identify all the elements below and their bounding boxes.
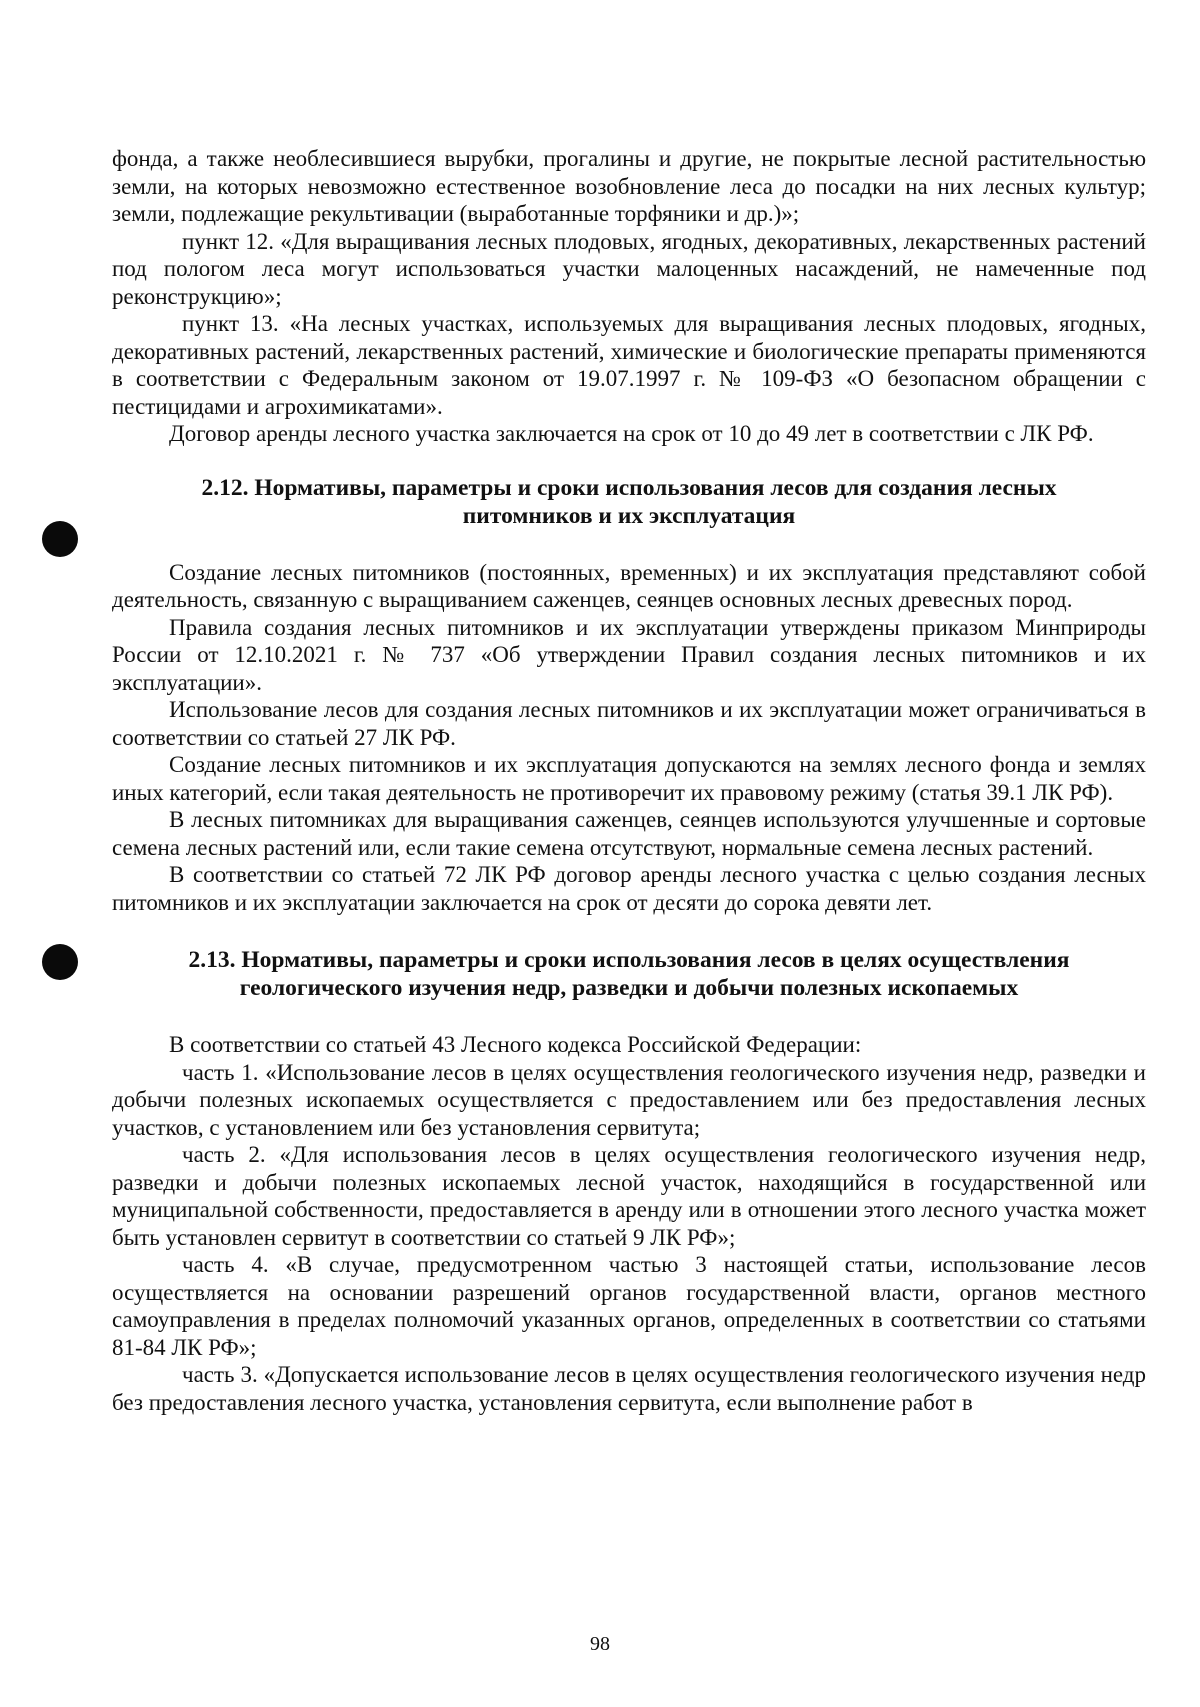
paragraph: часть 3. «Допускается использование лесов в целях осуществления геологического изучения недр без предоставления лесного участка, установления сервитута, если выполнение работ в [112,1362,1146,1415]
paragraph: часть 1. «Использование лесов в целях осуществления геологического изучения недр, разведки и добычи полезных ископаемых осуществляется с предоставлением или без предоставления лесных участков, с установлением или без установления сервитута; [112,1059,1146,1140]
paragraph: часть 2. «Для использования лесов в целях осуществления геологического изучения недр, разведки и добычи полезных ископаемых лесной участок, находящийся в государственной или муниципальной собственности, предоставляется в аренду или в отношении этого лесного участка может быть установлен сервитут в соответствии со статьей 9 ЛК РФ»; [112,1142,1146,1250]
paragraph: Правила создания лесных питомников и их эксплуатации утверждены приказом Минприроды России от 12.10.2021 г. № 737 «Об утверждении Правил создания лесных питомников и их эксплуатации». [112,614,1146,695]
paragraph: В лесных питомниках для выращивания саженцев, сеянцев используются улучшенные и сортовые семена лесных растений или, если такие семена отсутствуют, нормальные семена лесных растений. [112,807,1146,860]
paragraph: пункт 12. «Для выращивания лесных плодовых, ягодных, декоративных, лекарственных растений под пологом леса могут использоваться участки малоценных насаждений, не намеченные под реконструкцию»; [112,228,1146,309]
section-heading-2-13 [112,946,1146,1002]
page-content [112,145,1146,1416]
paragraph: В соответствии со статьей 72 ЛК РФ договор аренды лесного участка с целью создания лесных питомников и их эксплуатации заключается на срок от десяти до сорока девяти лет. [112,862,1146,915]
paragraph: Создание лесных питомников и их эксплуатация допускаются на землях лесного фонда и землях иных категорий, если такая деятельность не противоречит их правовому режиму (статья 39.1 ЛК РФ). [112,752,1146,805]
heading-line: геологического изучения недр, разведки и добычи полезных ископаемых [239,975,1019,1001]
paragraph: Договор аренды лесного участка заключается на срок от 10 до 49 лет в соответствии с ЛК РФ. [169,421,1094,446]
paragraph: фонда, а также необлесившиеся вырубки, прогалины и другие, не покрытые лесной растительностью земли, на которых невозможно естественное возобновление леса до посадки на них лесных культур; земли, подлежащие рекультивации (выработанные торфяники и др.)»; [112,146,1146,226]
heading-line: питомников и их эксплуатация [462,502,796,529]
page-number: 98 [590,1633,610,1655]
paragraph: В соответствии со статьей 43 Лесного кодекса Российской Федерации: [169,1032,862,1057]
heading-line: 2.13. Нормативы, параметры и сроки использования лесов в целях осуществления [188,947,1070,973]
section-heading-2-12 [112,474,1146,530]
punch-hole-bottom [42,944,78,980]
paragraph: Использование лесов для создания лесных питомников и их эксплуатации может ограничиваться в соответствии со статьей 27 ЛК РФ. [112,697,1146,750]
heading-line: 2.12. Нормативы, параметры и сроки использования лесов для создания лесных [201,474,1057,501]
paragraph: часть 4. «В случае, предусмотренном частью 3 настоящей статьи, использование лесов осуществляется на основании разрешений органов государственной власти, органов местного самоуправления в пределах полномочий указанных органов, определенных в соответствии со статьями 81-84 ЛК РФ»; [112,1252,1146,1360]
paragraph: пункт 13. «На лесных участках, используемых для выращивания лесных плодовых, ягодных, декоративных растений, лекарственных растений, химические и биологические препараты применяются в соответствии с Федеральным законом от 19.07.1997 г. № 109-ФЗ «О безопасном обращении с пестицидами и агрохимикатами». [112,311,1146,419]
paragraph: Создание лесных питомников (постоянных, временных) и их эксплуатация представляют собой деятельность, связанную с выращиванием саженцев, сеянцев основных лесных древесных пород. [112,559,1146,612]
punch-hole-top [42,521,78,557]
